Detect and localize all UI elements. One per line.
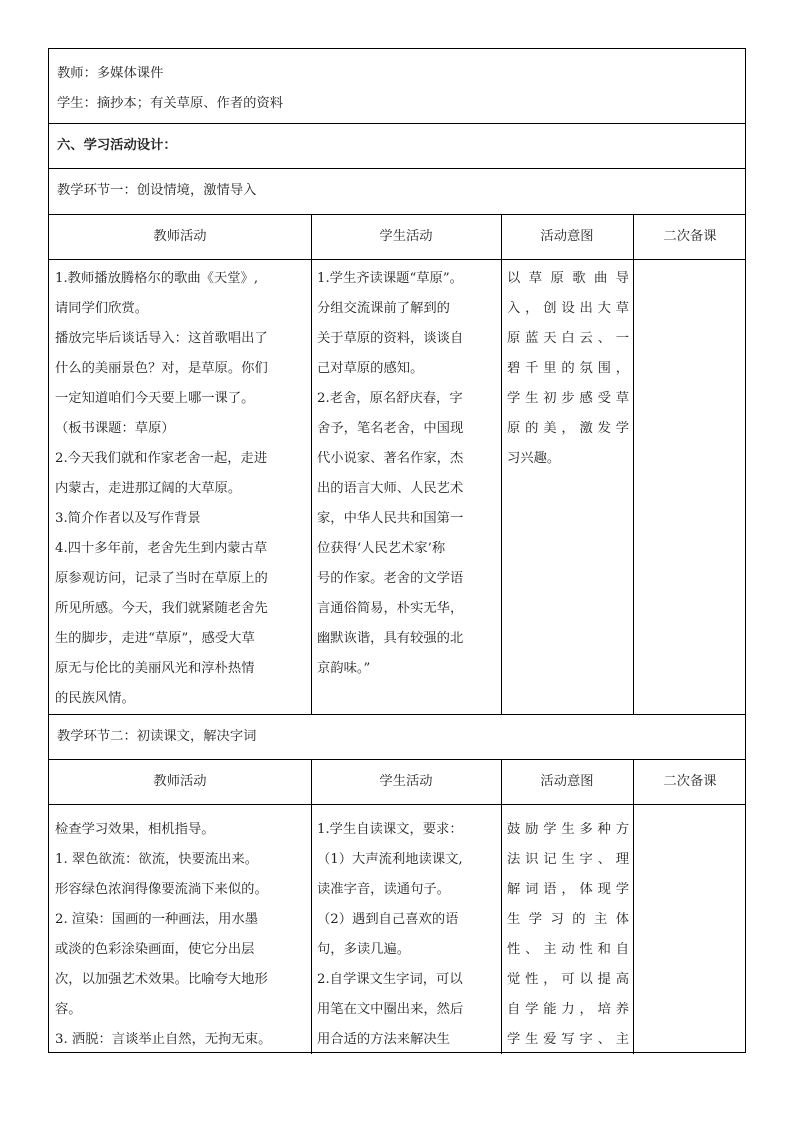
text-line: 播放完毕后谈话导入：这首歌唱出了: [55, 331, 268, 346]
link2-intent-cell: [507, 815, 629, 1055]
text-line: 习兴趣。: [507, 451, 561, 466]
text-line: 2.自学课文生字词，可以: [317, 972, 463, 987]
link1-student-cell: [317, 264, 497, 684]
text-line: 3.简介作者以及写作背景: [55, 511, 201, 526]
text-line: 原蓝天白云、一: [507, 331, 629, 346]
header-student-activity: 学生活动: [379, 229, 433, 244]
divider: [49, 259, 745, 260]
text-line: 原的美，激发学: [507, 421, 629, 436]
text-line: （板书课题：草原）: [55, 421, 175, 436]
link2-title: 教学环节二：初读课文，解决字词: [57, 729, 257, 744]
header-secondary-prep: 二次备课: [663, 774, 717, 789]
divider: [49, 168, 745, 169]
text-line: 舍予，笔名老舍，中国现: [317, 421, 464, 436]
text-line: 内蒙古，走进那辽阔的大草原。: [55, 481, 242, 496]
text-line: 什么的美丽景色？对，是草原。你们: [55, 361, 268, 376]
text-line: 幽默诙谐，具有较强的北: [317, 631, 464, 646]
text-line: 读准字音，读通句子。: [317, 882, 450, 897]
text-line: 性、主动性和自: [507, 942, 629, 957]
text-line: 2. 渲染：国画的一种画法，用水墨: [55, 912, 259, 927]
lesson-table: [48, 48, 746, 1053]
text-line: 家，中华人民共和国第一: [317, 511, 464, 526]
header-secondary-prep: 二次备课: [663, 229, 717, 244]
text-line: （1）大声流利地读课文,: [317, 852, 463, 867]
header-teacher-activity: 教师活动: [153, 229, 207, 244]
text-line: 学生初步感受草: [507, 391, 629, 406]
text-line: 号的作家。老舍的文学语: [317, 571, 464, 586]
text-line: 解词语，体现学: [507, 882, 629, 897]
header-teacher-activity: 教师活动: [153, 774, 207, 789]
text-line: 位获得‘人民艺术家’称: [317, 541, 446, 556]
text-line: 生学习的主体: [507, 912, 629, 927]
text-line: 2.今天我们就和作家老舍一起，走进: [55, 451, 268, 466]
text-line: 4.四十多年前，老舍先生到内蒙古草: [55, 541, 268, 556]
divider: [49, 714, 745, 715]
text-line: 2.老舍，原名舒庆春，字: [317, 391, 463, 406]
link2-student-cell: [317, 815, 497, 1055]
text-line: 所见所感。今天，我们就紧随老舍先: [55, 601, 268, 616]
text-line: 一定知道咱们今天要上哪一课了。: [55, 391, 255, 406]
text-line: 用合适的方法来解决生: [317, 1032, 450, 1047]
text-line: 原参观访问，记录了当时在草原上的: [55, 571, 268, 586]
header-activity-intent: 活动意图: [540, 229, 594, 244]
text-line: 代小说家、著名作家，杰: [317, 451, 464, 466]
text-line: 1. 翠色欲流：欲流，快要流出来。: [55, 852, 259, 867]
text-line: 形容绿色浓润得像要流淌下来似的。: [55, 882, 268, 897]
text-line: 用笔在文中圈出来，然后: [317, 1002, 464, 1017]
divider: [49, 123, 745, 124]
column-divider: [633, 214, 634, 714]
text-line: 言通俗简易，朴实无华，: [317, 601, 464, 616]
text-line: 京韵味。”: [317, 661, 371, 676]
text-line: 请同学们欣赏。: [55, 301, 149, 316]
text-line: （2）遇到自己喜欢的语: [317, 912, 459, 927]
link1-title: 教学环节一：创设情境，激情导入: [57, 183, 257, 198]
text-line: 生的脚步，走进“草原”，感受大草: [55, 631, 255, 646]
text-line: 分组交流课前了解到的: [317, 301, 450, 316]
text-line: 1.学生自读课文，要求：: [317, 822, 463, 837]
link2-teacher-cell: [55, 815, 305, 1055]
text-line: 次，以加强艺术效果。比喻夸大地形: [55, 972, 268, 987]
text-line: 入，创设出大草: [507, 301, 629, 316]
link1-teacher-cell: [55, 264, 305, 714]
header-activity-intent: 活动意图: [540, 774, 594, 789]
text-line: 的民族风情。: [55, 691, 135, 706]
text-line: 句，多读几遍。: [317, 942, 411, 957]
text-line: 检查学习效果，相机指导。: [55, 822, 215, 837]
text-line: 3. 洒脱：言谈举止自然，无拘无束。: [55, 1032, 272, 1047]
text-line: 1.学生齐读课题“草原”。: [317, 271, 463, 286]
section-title: 六、学习活动设计：: [57, 138, 177, 153]
divider: [49, 804, 745, 805]
text-line: 学生爱写字、主: [507, 1032, 629, 1047]
text-line: 以草原歌曲导: [507, 271, 629, 286]
column-divider: [311, 214, 312, 714]
prep-student: 学生：摘抄本；有关草原、作者的资料: [57, 96, 284, 111]
text-line: 觉性，可以提高: [507, 972, 629, 987]
text-line: 关于草原的资料，谈谈自: [317, 331, 464, 346]
prep-teacher: 教师：多媒体课件: [57, 66, 164, 81]
text-line: 碧千里的氛围，: [507, 361, 629, 376]
text-line: 容。: [55, 1002, 82, 1017]
text-line: 自学能力，培养: [507, 1002, 629, 1017]
text-line: 原无与伦比的美丽风光和淳朴热情: [55, 661, 255, 676]
text-line: 鼓励学生多种方: [507, 822, 629, 837]
text-line: 1.教师播放腾格尔的歌曲《天堂》,: [55, 271, 259, 286]
text-line: 出的语言大师、人民艺术: [317, 481, 464, 496]
text-line: 己对草原的感知。: [317, 361, 424, 376]
link1-intent-cell: [507, 264, 629, 474]
header-student-activity: 学生活动: [379, 774, 433, 789]
text-line: 法识记生字、理: [507, 852, 629, 867]
column-divider: [501, 214, 502, 714]
text-line: 或淡的色彩涂染画面，使它分出层: [55, 942, 255, 957]
